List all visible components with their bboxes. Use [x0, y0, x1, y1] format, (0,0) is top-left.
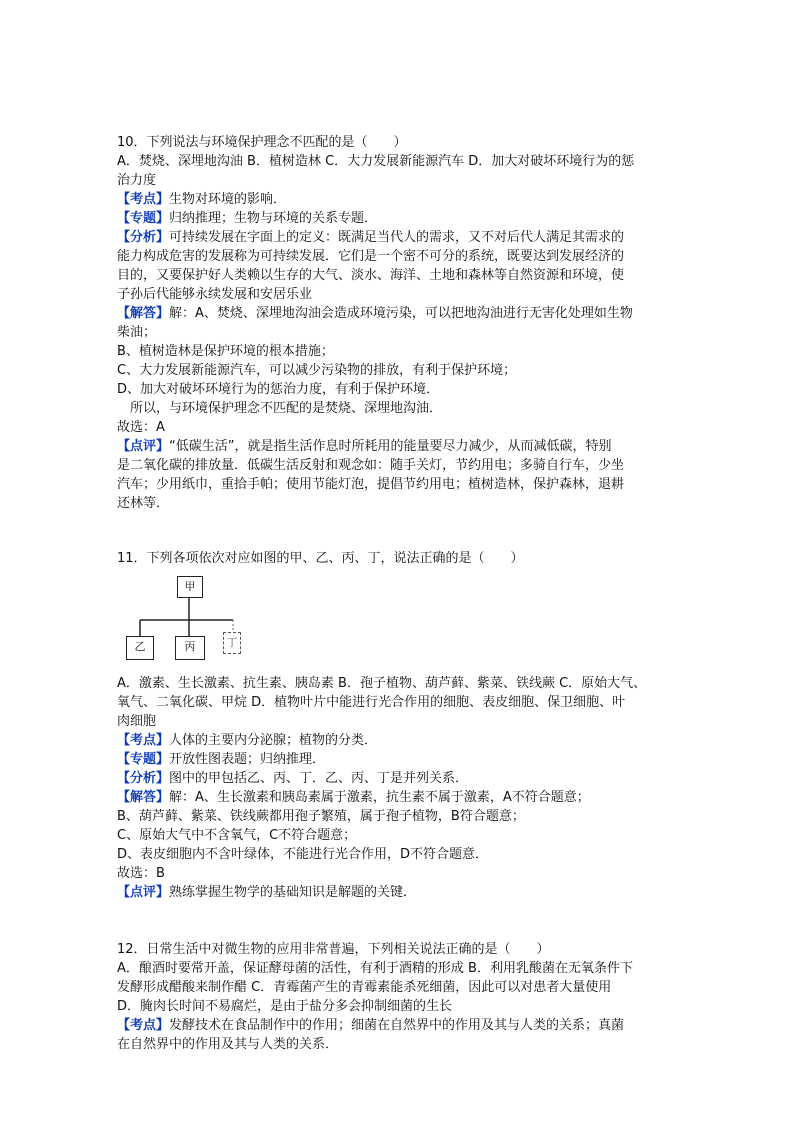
q10-jieda	[117, 304, 677, 323]
kaodian-tag: 【考点】	[117, 733, 170, 748]
q11-options-line: 氧气、二氧化碳、甲烷 D．植物叶片中能进行光合作用的细胞、表皮细胞、保卫细胞、叶	[117, 695, 626, 710]
q11-jieda-line: 解：A、生长激素和胰岛素属于激素，抗生素不属于激素，A不符合题意；	[169, 790, 590, 805]
q11-kaodian	[117, 731, 677, 750]
q11-jieda-line: B、葫芦藓、紫菜、铁线蕨都用孢子繁殖，属于孢子植物，B符合题意；	[117, 809, 525, 824]
fenxi-tag: 【分析】	[117, 230, 170, 245]
q12-options-line: D．腌肉长时间不易腐烂，是由于盐分多会抑制细菌的生长	[117, 999, 453, 1014]
q10-dianping-line: 是二氧化碳的排放量．低碳生活反射和观念如：随手关灯，节约用电；多骑自行车，少坐	[117, 458, 625, 473]
q10-dianping-line: 汽车；少用纸巾，重拾手帕；使用节能灯泡，提倡节约用电；植树造林，保护森林，退耕	[117, 477, 625, 492]
q10-fenxi-line: 目的，又要保护好人类赖以生存的大气、淡水、海洋、土地和森林等自然资源和环境，使	[117, 268, 625, 283]
q10-fenxi-line: 子孙后代能够永续发展和安居乐业	[117, 287, 313, 302]
q12-kaodian-line: 在自然界中的作用及其与人类的关系．	[117, 1037, 339, 1052]
q10-dianping	[117, 437, 677, 456]
q11-jieda-line: D、表皮细胞内不含叶绿体，不能进行光合作用，D不符合题意．	[117, 847, 489, 862]
zhuanti-tag: 【专题】	[117, 211, 170, 226]
jieda-tag: 【解答】	[117, 790, 170, 805]
q10-jieda-line: 柴油；	[117, 325, 157, 340]
spacer	[117, 902, 677, 940]
question-10	[117, 133, 677, 513]
q11-zhuanti	[117, 750, 677, 769]
q10-jieda-line: D、加大对破坏环境行为的惩治力度，有利于保护环境．	[117, 382, 440, 397]
box-yi: 乙	[126, 636, 154, 660]
document-page	[117, 133, 677, 1054]
q12-kaodian	[117, 1016, 677, 1035]
hierarchy-diagram	[117, 574, 247, 666]
q10-fenxi-line: 可持续发展在字面上的定义：既满足当代人的需求，又不对后代人满足其需求的	[169, 230, 625, 245]
q12-options-line: A．酿酒时要常开盖，保证酵母菌的活性，有利于酒精的形成 B．利用乳酸菌在无氧条件下	[117, 961, 633, 976]
q10-kaodian	[117, 190, 677, 209]
q10-stem: 10．下列说法与环境保护理念不匹配的是（ ）	[117, 135, 407, 150]
q10-fenxi-line: 能力构成危害的发展称为可持续发展．它们是一个密不可分的系统，既要达到发展经济的	[117, 249, 625, 264]
q11-kaodian-text: 人体的主要内分泌腺；植物的分类．	[169, 733, 378, 748]
q11-dianping	[117, 883, 677, 902]
question-11	[117, 549, 677, 902]
q11-options-line: 肉细胞	[117, 714, 157, 729]
fenxi-tag: 【分析】	[117, 771, 170, 786]
q10-jieda-line: 所以，与环境保护理念不匹配的是焚烧、深埋地沟油．	[130, 401, 443, 416]
q10-zhuanti	[117, 209, 677, 228]
q10-zhuanti-text: 归纳推理；生物与环境的关系专题．	[169, 211, 378, 226]
q10-kaodian-text: 生物对环境的影响．	[169, 192, 287, 207]
q10-jieda-line: B、植树造林是保护环境的根本措施；	[117, 344, 334, 359]
q11-jieda-line: C、原始大气中不含氧气，C不符合题意；	[117, 828, 357, 843]
q10-answer: 故选：A	[117, 420, 165, 435]
q10-jieda-line: C、大力发展新能源汽车，可以减少污染物的排放，有利于保护环境；	[117, 363, 517, 378]
dianping-tag: 【点评】	[117, 885, 170, 900]
q11-jieda	[117, 788, 677, 807]
q12-stem: 12．日常生活中对微生物的应用非常普遍，下列相关说法正确的是（ ）	[117, 942, 550, 957]
q12-options-line: 发酵形成醋酸来制作醋 C．青霉菌产生的青霉素能杀死细菌，因此可以对患者大量使用	[117, 980, 612, 995]
spacer	[117, 513, 677, 549]
question-12	[117, 940, 677, 1054]
q10-dianping-line: 还林等．	[117, 496, 170, 511]
q11-zhuanti-text: 开放性图表题；归纳推理．	[169, 752, 326, 767]
q11-answer: 故选：B	[117, 866, 165, 881]
box-jia: 甲	[177, 576, 203, 598]
box-bing: 丙	[175, 636, 205, 660]
q11-dianping-text: 熟练掌握生物学的基础知识是解题的关键．	[169, 885, 417, 900]
q10-options-line-1: A．焚烧、深埋地沟油 B．植树造林 C．大力发展新能源汽车 D．加大对破坏环境行为的惩	[117, 154, 635, 169]
dianping-tag: 【点评】	[117, 439, 170, 454]
kaodian-tag: 【考点】	[117, 192, 170, 207]
box-ding: 丁	[223, 632, 241, 654]
q11-fenxi-text: 图中的甲包括乙、丙、丁．乙、丙、丁是并列关系．	[169, 771, 469, 786]
q11-fenxi	[117, 769, 677, 788]
q11-stem: 11．下列各项依次对应如图的甲、乙、丙、丁，说法正确的是（ ）	[117, 551, 524, 566]
q12-kaodian-line: 发酵技术在食品制作中的作用；细菌在自然界中的作用及其与人类的关系；真菌	[169, 1018, 625, 1033]
q10-dianping-line: “低碳生活”，就是指生活作息时所耗用的能量要尽力减少，从而减低碳，特别	[169, 439, 612, 454]
q10-fenxi	[117, 228, 677, 247]
jieda-tag: 【解答】	[117, 306, 170, 321]
q10-jieda-line: 解：A、焚烧、深埋地沟油会造成环境污染，可以把地沟油进行无害化处理如生物	[169, 306, 633, 321]
q11-options-line: A．激素、生长激素、抗生素、胰岛素 B．孢子植物、葫芦藓、紫菜、铁线蕨 C．原始大气、	[117, 676, 647, 691]
kaodian-tag: 【考点】	[117, 1018, 170, 1033]
q10-options-line-2: 治力度	[117, 173, 157, 188]
zhuanti-tag: 【专题】	[117, 752, 170, 767]
